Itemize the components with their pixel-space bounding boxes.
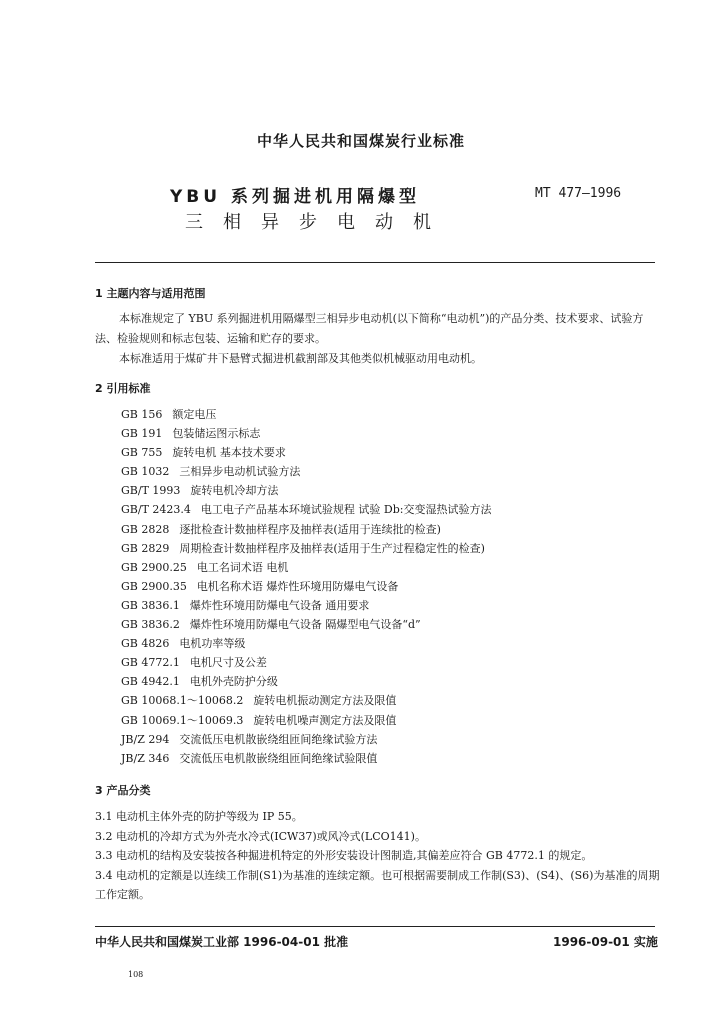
approval-line: 中华人民共和国煤炭工业部 1996-04-01 批准 [95, 935, 349, 949]
reference-code: GB 3836.1 [121, 598, 180, 612]
reference-title: 交流低压电机散嵌绕组匝间绝缘试验方法 [179, 732, 378, 746]
reference-code: GB 2828 [121, 522, 170, 536]
reference-title: 电机外壳防护分级 [189, 675, 278, 689]
reference-title: 旋转电机振动测定方法及限值 [253, 694, 397, 708]
reference-title: 电机尺寸及公差 [189, 656, 267, 670]
reference-title: 电机名称术语 爆炸性环境用防爆电气设备 [196, 579, 399, 593]
reference-item [121, 424, 491, 443]
implementation-date: 1996-09-01 实施 [553, 935, 658, 949]
reference-code: GB 2900.35 [121, 579, 187, 593]
reference-item [121, 749, 491, 768]
classification-item-3-1: 3.1 电动机主体外壳的防护等级为 IP 55。 [95, 810, 303, 823]
reference-code: GB 4942.1 [121, 675, 180, 689]
reference-item [121, 653, 491, 672]
reference-item [121, 558, 491, 577]
reference-item [121, 405, 491, 424]
page-number: 108 [128, 970, 144, 979]
reference-title: 爆炸性环境用防爆电气设备 隔爆型电气设备“d” [189, 618, 421, 632]
section-1-heading: 1 主题内容与适用范围 [95, 287, 206, 300]
reference-item [121, 691, 491, 710]
reference-code: GB 156 [121, 408, 163, 421]
classification-item-3-4: 3.4 电动机的定额是以连续工作制(S1)为基准的连续定额。也可根据需要制成工作制(S3)、(S4)、(S6)为基准的周期工作定额。 [95, 868, 660, 901]
reference-code: GB/T 1993 [121, 484, 181, 498]
section-3-body [95, 807, 660, 905]
classification-item-3-2: 3.2 电动机的冷却方式为外壳水冷式(ICW37)或风冷式(LCO141)。 [95, 829, 426, 843]
reference-title: 电工名词术语 电机 [196, 560, 289, 574]
section-1-paragraph-2: 本标准适用于煤矿井下悬臂式掘进机截割部及其他类似机械驱动用电动机。 [119, 352, 482, 365]
reference-list [121, 405, 491, 768]
reference-code: GB 2829 [121, 541, 170, 555]
reference-title: 旋转电机 基本技术要求 [172, 446, 286, 460]
reference-item [121, 539, 491, 558]
reference-title: 电工电子产品基本环境试验规程 试验 Db:交变湿热试验方法 [200, 503, 492, 517]
section-2-heading: 2 引用标准 [95, 382, 151, 395]
reference-title: 电机功率等级 [179, 637, 246, 651]
reference-item [121, 615, 491, 634]
reference-title: 旋转电机噪声测定方法及限值 [253, 713, 397, 727]
reference-item [121, 443, 491, 462]
reference-code: GB/T 2423.4 [121, 503, 191, 517]
footer-divider [95, 926, 655, 927]
reference-code: GB 2900.25 [121, 560, 187, 574]
reference-item [121, 596, 491, 615]
reference-code: JB/Z 346 [121, 751, 170, 765]
reference-code: GB 1032 [121, 465, 170, 479]
reference-item [121, 577, 491, 596]
reference-title: 三相异步电动机试验方法 [179, 465, 301, 479]
reference-code: GB 4772.1 [121, 656, 180, 670]
reference-item [121, 500, 491, 519]
section-1-body [95, 309, 660, 369]
reference-item [121, 462, 491, 481]
reference-title: 包装储运图示标志 [172, 427, 261, 441]
reference-item [121, 481, 491, 500]
reference-title: 爆炸性环境用防爆电气设备 通用要求 [189, 598, 370, 612]
header-divider [95, 262, 655, 263]
reference-title: 逐批检查计数抽样程序及抽样表(适用于连续批的检查) [179, 522, 441, 536]
reference-code: JB/Z 294 [121, 732, 170, 746]
reference-code: GB 10069.1～10069.3 [121, 713, 244, 727]
section-3-heading: 3 产品分类 [95, 784, 151, 797]
reference-item [121, 634, 491, 653]
reference-code: GB 191 [121, 427, 163, 441]
reference-code: GB 10068.1～10068.2 [121, 694, 244, 708]
reference-title: 额定电压 [172, 408, 217, 421]
reference-code: GB 3836.2 [121, 618, 180, 632]
reference-item [121, 730, 491, 749]
reference-item [121, 520, 491, 539]
reference-code: GB 4826 [121, 637, 170, 651]
section-1-paragraph-1: 本标准规定了 YBU 系列掘进机用隔爆型三相异步电动机(以下简称“电动机”)的产品分类、技术要求、试验方法、检验规则和标志包装、运输和贮存的要求。 [95, 312, 644, 345]
standard-number: MT 477—1996 [535, 186, 622, 201]
classification-item-3-3: 3.3 电动机的结构及安装按各种掘进机特定的外形安装设计图制造,其偏差应符合 GB 4772.1 的规定。 [95, 849, 593, 862]
standard-category-heading: 中华人民共和国煤炭行业标准 [256, 132, 465, 150]
reference-code: GB 755 [121, 446, 163, 460]
title-line-2: 三相异步电动机 [185, 212, 451, 233]
reference-item [121, 672, 491, 691]
title-line-1: YBU 系列掘进机用隔爆型 [170, 187, 420, 207]
reference-title: 交流低压电机散嵌绕组匝间绝缘试验限值 [179, 751, 378, 765]
reference-title: 旋转电机冷却方法 [190, 484, 279, 498]
reference-item [121, 711, 491, 730]
reference-title: 周期检查计数抽样程序及抽样表(适用于生产过程稳定性的检查) [179, 541, 485, 555]
